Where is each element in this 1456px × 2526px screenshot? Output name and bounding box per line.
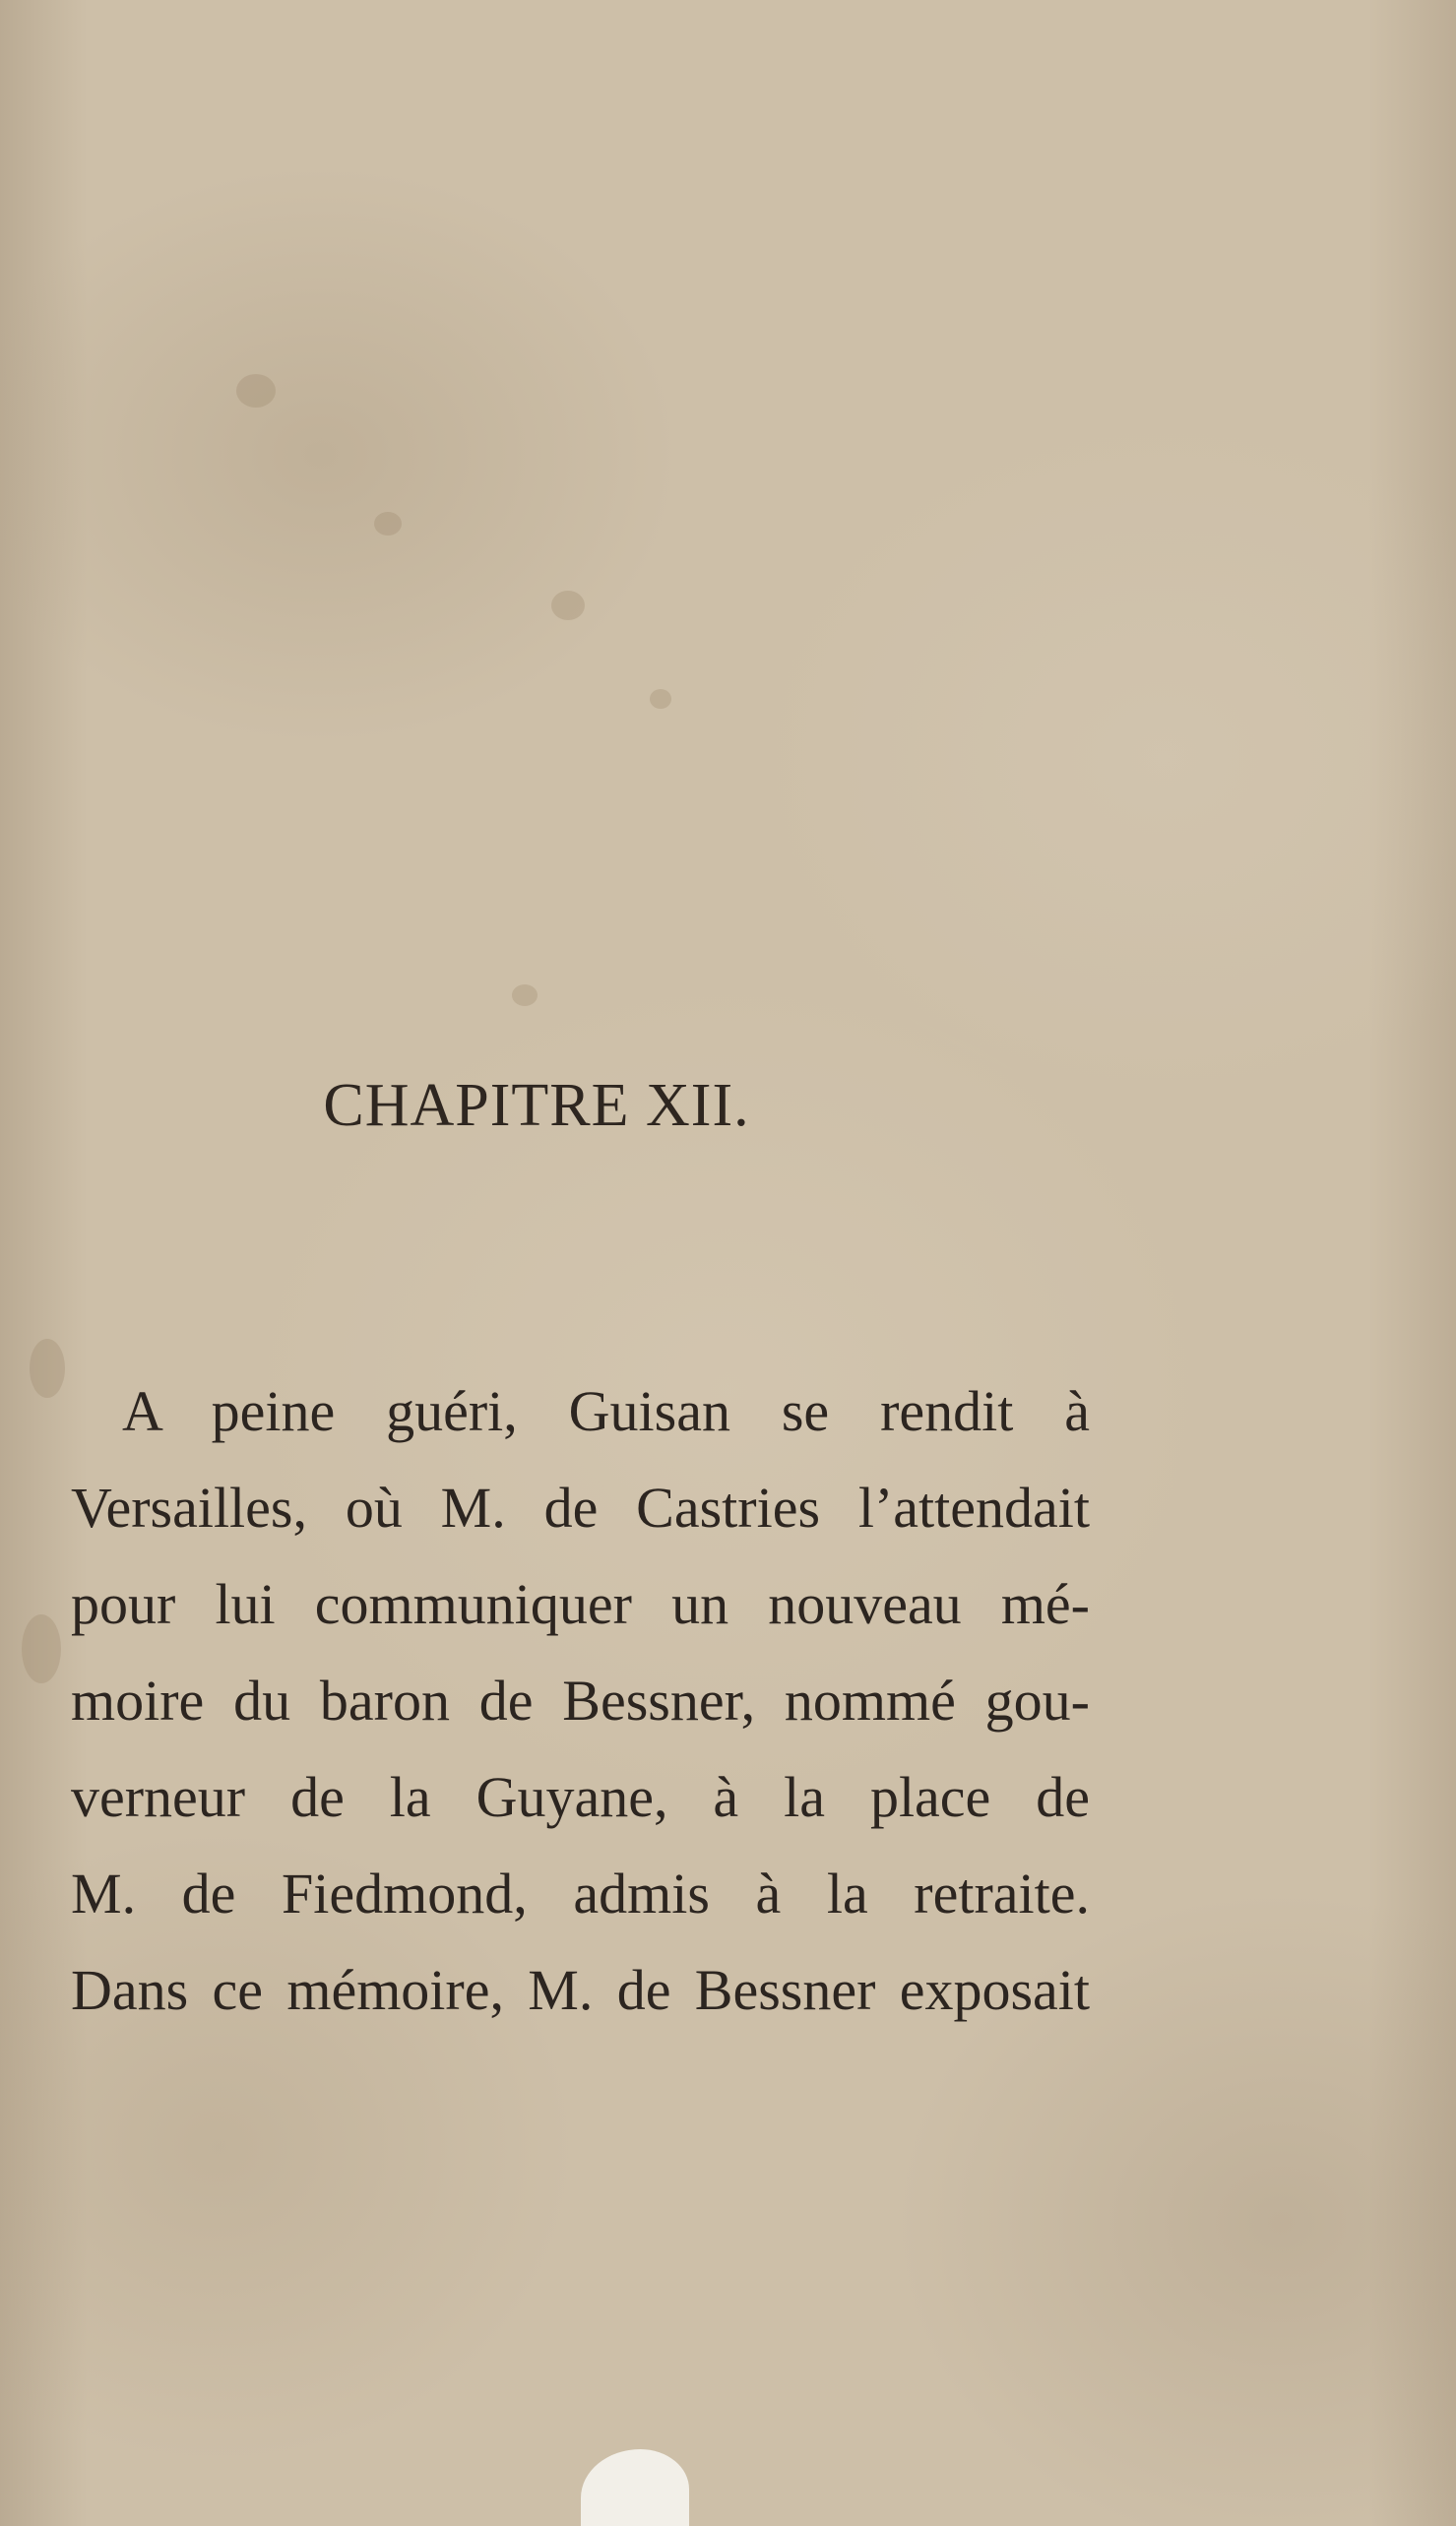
page-tear [581, 2449, 689, 2526]
paper-stain [22, 1614, 61, 1683]
chapter-paragraph [71, 1363, 1090, 2039]
chapter-title: CHAPITRE XII. [323, 1072, 750, 1139]
paper-stain [236, 374, 276, 408]
paragraph-line: verneur de la Guyane, à la place de [71, 1765, 1090, 1829]
paper-stain [374, 512, 402, 536]
paper-stain [551, 591, 585, 620]
paper-stain [650, 689, 671, 709]
paper-stain [30, 1339, 65, 1398]
paragraph-line: A peine guéri, Guisan se rendit à [122, 1379, 1090, 1443]
paragraph-line: moire du baron de Bessner, nommé gou- [71, 1669, 1090, 1733]
paper-stain [512, 984, 538, 1006]
paragraph-line: Dans ce mémoire, M. de Bessner exposait [71, 1958, 1090, 2022]
paragraph-line: M. de Fiedmond, admis à la retraite. [71, 1862, 1090, 1926]
paragraph-line: Versailles, où M. de Castries l’attendait [71, 1476, 1090, 1540]
paragraph-line: pour lui communiquer un nouveau mé- [71, 1572, 1090, 1636]
